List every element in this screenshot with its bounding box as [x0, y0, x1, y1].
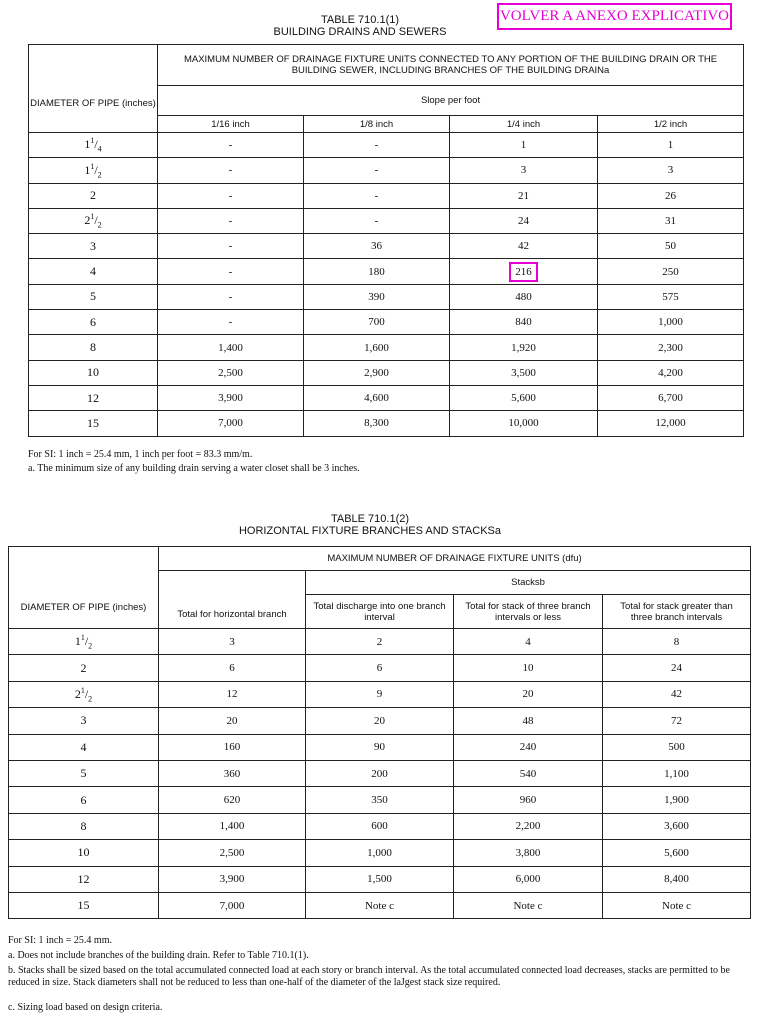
table2-cell: 20 [454, 681, 603, 707]
table2-cell: 5,600 [603, 840, 751, 866]
table2-horizontal-header: Total for horizontal branch [159, 571, 306, 629]
table2-cell: 960 [454, 787, 603, 813]
table1-cell: 2,500 [158, 360, 304, 385]
table1-title-line2: BUILDING DRAINS AND SEWERS [273, 26, 447, 38]
table1-cell: - [304, 133, 450, 158]
table2-cell: Note c [306, 892, 454, 918]
table1-slope-col: 1/4 inch [450, 116, 598, 133]
table2-cell: 3,900 [159, 866, 306, 892]
table2-cell: Note c [454, 892, 603, 918]
table1-note-si: For SI: 1 inch = 25.4 mm, 1 inch per foot = 83.3 mm/m. [28, 449, 253, 460]
table2-cell: 3,800 [454, 840, 603, 866]
table2-title-line2: HORIZONTAL FIXTURE BRANCHES AND STACKSa [238, 525, 501, 537]
table2-cell: 12 [159, 681, 306, 707]
table1-cell: 50 [598, 234, 744, 259]
table2-cell: 2,200 [454, 813, 603, 839]
table1-cell: 2,300 [598, 335, 744, 360]
table2-cell: 600 [306, 813, 454, 839]
table1-cell: 4,600 [304, 385, 450, 410]
table2-max-header: MAXIMUM NUMBER OF DRAINAGE FIXTURE UNITS (dfu) [159, 547, 751, 571]
table2-diameter-header: DIAMETER OF PIPE (inches) [9, 547, 159, 629]
table1-cell: 5 [29, 284, 158, 309]
table2-row [9, 629, 751, 655]
table2-cell: 6 [9, 787, 159, 813]
table1-cell: 10 [29, 360, 158, 385]
table2-cell: Note c [603, 892, 751, 918]
table2-cell: 20 [306, 708, 454, 734]
table2-three-more-header: Total for stack greater than three branch intervals [603, 595, 751, 629]
table2-row [9, 655, 751, 681]
table2-row [9, 708, 751, 734]
table2-three-less-header: Total for stack of three branch intervals or less [454, 595, 603, 629]
table2-cell: 10 [454, 655, 603, 681]
table2-cell: 8,400 [603, 866, 751, 892]
table2-cell: 24 [603, 655, 751, 681]
table1-cell: 1,920 [450, 335, 598, 360]
table2-cell: $1^1/_2$ [9, 629, 159, 655]
table2-cell: 5 [9, 760, 159, 786]
table1-cell: 390 [304, 284, 450, 309]
table1-cell: 1,400 [158, 335, 304, 360]
table1-row [29, 310, 744, 335]
table2-cell: 15 [9, 892, 159, 918]
table2-row [9, 734, 751, 760]
table2-cell: 72 [603, 708, 751, 734]
table2-row [9, 760, 751, 786]
table1-row [29, 158, 744, 183]
table2-note-c: c. Sizing load based on design criteria. [8, 1002, 163, 1013]
table2-note-si: For SI: 1 inch = 25.4 mm. [8, 935, 112, 946]
table2-cell: 2 [306, 629, 454, 655]
building-drains-table [28, 44, 744, 437]
table2-cell: 500 [603, 734, 751, 760]
table2-stacks-header: Stacksb [306, 571, 751, 595]
table1-cell: 1,000 [598, 310, 744, 335]
table1-cell: 12 [29, 385, 158, 410]
table1-row [29, 133, 744, 158]
table1-row [29, 259, 744, 284]
table2-cell: 1,000 [306, 840, 454, 866]
table2-cell: 3,600 [603, 813, 751, 839]
table1-cell: 1 [450, 133, 598, 158]
table1-max-header: MAXIMUM NUMBER OF DRAINAGE FIXTURE UNITS CONNECTED TO ANY PORTION OF THE BUILDING DRAIN OR THE BUILDING SEWER, INCLUDING BRANCHES OF THE BUILDING DRAINa [158, 45, 744, 86]
table2-title-line1: TABLE 710.1(2) [330, 513, 410, 525]
table1-cell: 575 [598, 284, 744, 309]
table1-cell: $1^1/_2$ [29, 158, 158, 183]
table2-row [9, 787, 751, 813]
table2-cell: 540 [454, 760, 603, 786]
table1-title-line1: TABLE 710.1(1) [320, 14, 400, 26]
table1-cell: 24 [450, 208, 598, 233]
table2-cell: 7,000 [159, 892, 306, 918]
table1-cell: - [158, 183, 304, 208]
table1-slope-col: 1/8 inch [304, 116, 450, 133]
table1-cell: 12,000 [598, 411, 744, 436]
table1-row [29, 360, 744, 385]
table2-row [9, 681, 751, 707]
table1-slope-col: 1/2 inch [598, 116, 744, 133]
table2-cell: 620 [159, 787, 306, 813]
table2-cell: 8 [603, 629, 751, 655]
table2-cell: 4 [454, 629, 603, 655]
table2-cell: 90 [306, 734, 454, 760]
table2-row [9, 866, 751, 892]
table1-row [29, 284, 744, 309]
table2-cell: 2 [9, 655, 159, 681]
table1-cell: 36 [304, 234, 450, 259]
table1-cell: 1 [598, 133, 744, 158]
table1-title [230, 14, 490, 38]
table1-cell: 840 [450, 310, 598, 335]
table1-cell: - [158, 284, 304, 309]
table1-slope-col: 1/16 inch [158, 116, 304, 133]
table1-cell: 700 [304, 310, 450, 335]
table1-row [29, 335, 744, 360]
table1-cell: 2 [29, 183, 158, 208]
table2-cell: 350 [306, 787, 454, 813]
table1-cell: 250 [598, 259, 744, 284]
table1-cell: 3 [450, 158, 598, 183]
table2-cell: 9 [306, 681, 454, 707]
table1-cell: 3 [598, 158, 744, 183]
table2-note-a: a. Does not include branches of the building drain. Refer to Table 710.1(1). [8, 950, 309, 961]
table1-cell: 3 [29, 234, 158, 259]
table1-cell: 480 [450, 284, 598, 309]
table2-cell: 8 [9, 813, 159, 839]
table1-row [29, 208, 744, 233]
table1-cell: - [158, 158, 304, 183]
table2-cell: 6 [159, 655, 306, 681]
table2-cell: 48 [454, 708, 603, 734]
table1-cell: 7,000 [158, 411, 304, 436]
table1-cell: 26 [598, 183, 744, 208]
table2-cell: 20 [159, 708, 306, 734]
table1-cell: 3,900 [158, 385, 304, 410]
table1-highlighted-value[interactable]: 216 [509, 262, 538, 282]
table1-cell: - [158, 310, 304, 335]
table2-cell: 240 [454, 734, 603, 760]
table2-cell: 2,500 [159, 840, 306, 866]
table1-cell: 21 [450, 183, 598, 208]
table2-cell: 160 [159, 734, 306, 760]
table1-cell: 4 [29, 259, 158, 284]
table1-diameter-header: DIAMETER OF PIPE (inches) [29, 45, 158, 133]
table1-cell: 2,900 [304, 360, 450, 385]
table2-cell: 42 [603, 681, 751, 707]
table2-cell: 6 [306, 655, 454, 681]
table1-cell: 10,000 [450, 411, 598, 436]
table2-cell: 12 [9, 866, 159, 892]
table1-row [29, 183, 744, 208]
table1-cell: 15 [29, 411, 158, 436]
table1-row [29, 385, 744, 410]
table1-row [29, 234, 744, 259]
table1-cell: 42 [450, 234, 598, 259]
table2-cell: $2^1/_2$ [9, 681, 159, 707]
table1-cell: - [304, 158, 450, 183]
table2-cell: 3 [9, 708, 159, 734]
table1-cell: - [158, 208, 304, 233]
table1-cell: $1^1/_4$ [29, 133, 158, 158]
table2-row [9, 813, 751, 839]
table2-title [220, 513, 520, 537]
table1-note-a: a. The minimum size of any building drain serving a water closet shall be 3 inches. [28, 463, 360, 474]
table1-cell: 8,300 [304, 411, 450, 436]
table1-cell: 1,600 [304, 335, 450, 360]
table2-cell: 4 [9, 734, 159, 760]
back-to-annex-link[interactable]: VOLVER A ANEXO EXPLICATIVO [497, 3, 732, 30]
table2-cell: 1,400 [159, 813, 306, 839]
table2-one-interval-header: Total discharge into one branch interval [306, 595, 454, 629]
table2-note-b: b. Stacks shall be sized based on the total accumulated connected load at each story or branch interval. As the total accumulated connected load decreases, stacks are permitted to be reduced in size. Stack diameters shall not be reduced to less than one-half of the diameter of the laJgest stack size required. [8, 965, 730, 988]
table1-cell: 4,200 [598, 360, 744, 385]
table1-cell: 6 [29, 310, 158, 335]
table1-row [29, 411, 744, 436]
table2-cell: 1,900 [603, 787, 751, 813]
table1-cell: 180 [304, 259, 450, 284]
table1-cell: 31 [598, 208, 744, 233]
table2-cell: 6,000 [454, 866, 603, 892]
horizontal-branches-table [8, 546, 751, 919]
table1-cell: $2^1/_2$ [29, 208, 158, 233]
table2-cell: 10 [9, 840, 159, 866]
table2-cell: 200 [306, 760, 454, 786]
table1-cell: - [158, 133, 304, 158]
table1-cell: - [304, 208, 450, 233]
table1-slope-header: Slope per foot [158, 86, 744, 116]
table1-cell: - [304, 183, 450, 208]
table1-cell: 8 [29, 335, 158, 360]
table2-cell: 1,500 [306, 866, 454, 892]
table2-cell: 1,100 [603, 760, 751, 786]
table2-row [9, 840, 751, 866]
table2-cell: 360 [159, 760, 306, 786]
table1-cell: 5,600 [450, 385, 598, 410]
table1-cell: - [158, 234, 304, 259]
table2-row [9, 892, 751, 918]
table1-cell: 6,700 [598, 385, 744, 410]
table1-cell: 3,500 [450, 360, 598, 385]
table2-cell: 3 [159, 629, 306, 655]
table1-cell [450, 259, 598, 284]
table1-cell: - [158, 259, 304, 284]
